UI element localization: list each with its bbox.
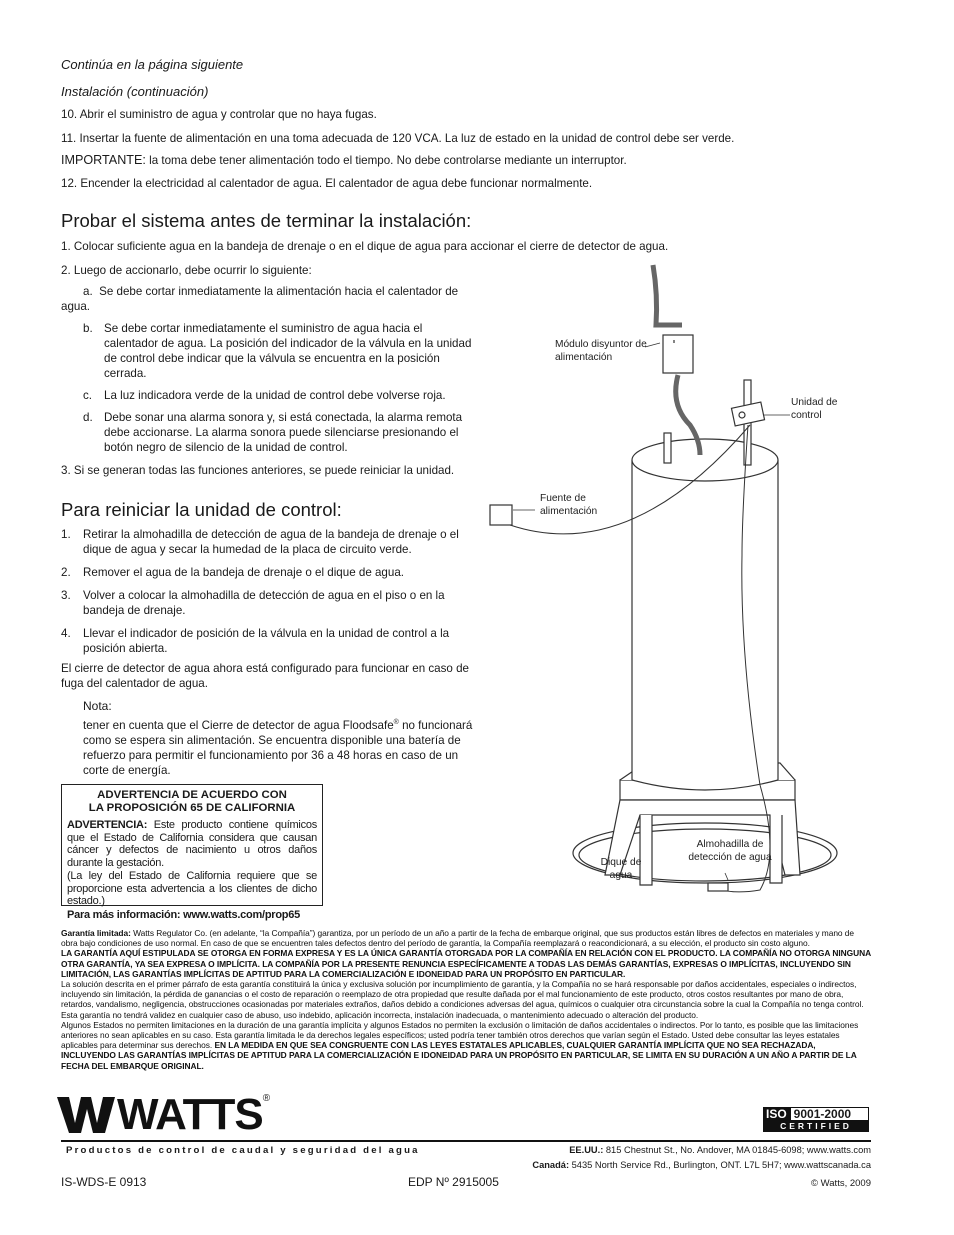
brand-tagline: Productos de control de caudal y seguridad del agua: [66, 1145, 420, 1156]
ca-addr: 5435 North Service Rd., Burlington, ONT. L7L 5H7; www.wattscanada.ca: [569, 1160, 871, 1170]
continued-note: Continúa en la página siguiente: [61, 57, 244, 72]
install-subtitle: Instalación (continuación): [61, 84, 209, 99]
flex-conduit-top: [653, 265, 682, 325]
sub-num: a.: [83, 285, 93, 298]
prop65-more-info: Para más información: www.watts.com/prop65: [67, 908, 300, 921]
label-water-dike: Dique de agua: [600, 857, 642, 881]
prop65-warn-text: Este producto contiene químicos que el Estado de California considera que causan cáncer y defectos de nacimiento u otros daños durante la gestación.: [67, 819, 317, 869]
test-sub-a: [61, 284, 473, 314]
important-text: la toma debe tener alimentación todo el tiempo. No debe controlarse mediante un interruptor.: [145, 154, 627, 167]
warranty-p2: LA GARANTÍA AQUÍ ESTIPULADA SE OTORGA EN FORMA EXPRESA Y ES LA ÚNICA GARANTÍA OTORGADA POR LA COMPAÑÍA EN RELACIÓN CON EL PRODUCTO. LA COMPAÑÍA NO OTORGA NINGUNA OTRA GARANTÍA, YA SEA EXPRESA O IMPLÍCITA. LA COMPAÑÍA POR LA PRESENTE RENUNCIA ESPECÍFICAMENTE A TODAS LAS DEMÁS GARANTÍAS, EXPRESAS O IMPLÍCITAS, INCLUYENDO SIN LIMITACIÓN, LAS GARANTÍAS IMPLÍCITAS DE APTITUD PARA LA COMERCIALIZACIÓN E IDONEIDAD PARA UN PROPÓSITO EN PARTICULAR.: [61, 948, 871, 979]
note-text: [83, 715, 473, 778]
us-label: EE.UU.:: [569, 1145, 604, 1155]
test-sub-b: [61, 321, 473, 381]
important-label: IMPORTANTE:: [61, 153, 146, 167]
test-step-1: 1. Colocar suficiente agua en la bandeja de drenaje o en el dique de agua para accionar el cierre de detector de agua.: [61, 240, 669, 253]
copyright: © Watts, 2009: [811, 1178, 871, 1189]
prop65-law: (La ley del Estado de California requiere que se proporcione esta advertencia a los clientes de dicho estado.): [67, 870, 317, 907]
logo-text: WATTS: [117, 1090, 263, 1139]
ca-address: [420, 1160, 871, 1170]
ca-label: Canadá:: [532, 1160, 570, 1170]
install-step-11: 11. Insertar la fuente de alimentación en una toma adecuada de 120 VCA. La luz de estado en la unidad de control debe ser verde.: [61, 132, 735, 145]
install-step-10: 10. Abrir el suministro de agua y controlar que no haya fugas.: [61, 108, 377, 121]
warranty-p4-bold: EN LA MEDIDA EN QUE SEA CONGRUENTE CON LAS LEYES ESTATALES APLICABLES, CUALQUIER GARANTÍA IMPLÍCITA QUE NO SEA RECHAZADA, INCLUYENDO LAS GARANTÍAS IMPLÍCITAS DE APTITUD PARA LA COMERCIALIZACIÓN E IDONEIDAD PARA UN PROPÓSITO EN PARTICULAR, SE LIMITA EN SU DURACIÓN A UN AÑO A PARTIR DE LA FECHA DEL EMBARQUE ORIGINAL.: [61, 1040, 857, 1071]
step-text: Remover el agua de la bandeja de drenaje o el dique de agua.: [83, 566, 405, 579]
registered-mark: ®: [393, 719, 399, 726]
step-text: Volver a colocar la almohadilla de detección de agua en el piso o en la bandeja de drenaje.: [83, 589, 445, 617]
reset-step-2: [61, 565, 469, 580]
test-sub-d: [61, 410, 473, 455]
prop65-warning-box: [61, 784, 323, 921]
reset-step-4: [61, 626, 469, 656]
sub-text: Se debe cortar inmediatamente la alimentación hacia el calentador de agua.: [61, 285, 459, 313]
logo-registered-mark: ®: [262, 1093, 271, 1104]
prop65-title: [62, 789, 322, 815]
reset-step-1: [61, 527, 469, 557]
test-step-2: 2. Luego de accionarlo, debe ocurrir lo siguiente:: [61, 264, 312, 277]
watts-chevron-icon: [57, 1095, 117, 1135]
us-address: [420, 1145, 871, 1155]
reset-configured: El cierre de detector de agua ahora está configurado para funcionar en caso de fuga del calentador de agua.: [61, 662, 469, 690]
label-breaker-module: Módulo disyuntor de alimentación: [555, 339, 647, 363]
iso-certified: CERTIFIED: [763, 1121, 869, 1132]
doc-id: IS-WDS-E 0913: [61, 1175, 147, 1189]
prop65-title-line-1: ADVERTENCIA DE ACUERDO CON: [97, 789, 287, 801]
iso-number: 9001-2000: [790, 1107, 869, 1121]
reset-step-3: [61, 588, 469, 618]
warranty-p1-text: Watts Regulator Co. (en adelante, “la Compañía”) garantiza, por un período de un año a partir de la fecha de embarque original, que sus productos están libres de defectos en materiales y mano de obra bajo condiciones de uso normal. En caso de que se encuentren tales defectos dentro del período de garantía, la Compañía reemplazará o reacondicionará, a su elección, el producto sin costo alguno.: [61, 928, 855, 949]
warranty-p4-text: Algunos Estados no permiten limitaciones en la duración de una garantía implícita y algunos Estados no permiten la exclusión o limitación de daños accidentales o indirectos. Por lo tanto, es posible que las limitaciones anteriores no sean aplicables en su caso. Esta garantía limitada le da derechos legales específicos; usted podría tener también otros derechos que varían según el Estado. Usted debe consultar las leyes estatales aplicables para determinar sus derechos.: [61, 1019, 859, 1051]
detection-pad: [708, 883, 728, 891]
edp-number: EDP Nº 2915005: [408, 1175, 499, 1189]
step-text: Llevar el indicador de posición de la válvula en la unidad de control a la posición abierta.: [83, 627, 450, 655]
pipe-left: [664, 433, 671, 463]
limited-warranty: [61, 928, 871, 1071]
sub-num: d.: [83, 411, 93, 424]
step-num: 2.: [61, 566, 71, 579]
reset-steps: [61, 527, 469, 656]
breaker-module: [663, 335, 693, 373]
warranty-p4: [61, 1020, 871, 1071]
label-power-supply: Fuente de alimentación: [540, 493, 598, 517]
water-heater-diagram: [480, 255, 875, 905]
install-step-12: 12. Encender la electricidad al calentador de agua. El calentador de agua debe funcionar normalmente.: [61, 177, 593, 190]
sub-text: Debe sonar una alarma sonora y, si está conectada, la alarma remota debe accionarse. La alarma sonora puede silenciarse presionando el botón negro de silencio de la unidad de control.: [104, 411, 463, 454]
iso-label: ISO: [763, 1107, 790, 1121]
test-sublist: [61, 284, 473, 455]
prop65-body: [62, 815, 322, 869]
prop65-title-line-2: LA PROPOSICIÓN 65 DE CALIFORNIA: [88, 802, 296, 814]
test-heading: Probar el sistema antes de terminar la instalación:: [61, 210, 472, 231]
step-num: 3.: [61, 589, 71, 602]
footer-rule: [61, 1140, 871, 1142]
sub-text: Se debe cortar inmediatamente el suministro de agua hacia el calentador de agua. La posición del indicador de la válvula en la unidad de control debe indicar que la válvula se encuentra en la posición cerrada.: [104, 322, 472, 380]
power-supply: [490, 505, 512, 525]
us-addr: 815 Chestnut St., No. Andover, MA 01845-6098; www.watts.com: [603, 1145, 871, 1155]
water-heater-tank: [632, 439, 778, 790]
step-num: 1.: [61, 528, 71, 541]
control-unit: [731, 402, 764, 426]
note-text-1: tener en cuenta que el Cierre de detector de agua Floodsafe: [83, 718, 394, 732]
sub-text: La luz indicadora verde de la unidad de control debe volverse roja.: [104, 389, 446, 402]
test-step-3: 3. Si se generan todas las funciones anteriores, se puede reiniciar la unidad.: [61, 464, 455, 477]
label-detection-pad: Almohadilla de detección de agua: [688, 839, 772, 863]
prop65-warn-label: ADVERTENCIA:: [67, 819, 148, 831]
reset-heading: Para reiniciar la unidad de control:: [61, 499, 342, 520]
note-text-2: no funcionará como se espera sin alimentación. Se encuentra disponible una batería de refuerzo para permitir el funcionamiento por 36 a 48 horas en caso de un corte de energía.: [83, 718, 473, 777]
test-sub-c: [61, 388, 473, 403]
step-num: 4.: [61, 627, 71, 640]
warranty-p1: [61, 928, 871, 948]
step-text: Retirar la almohadilla de detección de agua de la bandeja de drenaje o el dique de agua y secar la humedad de la placa de circuito verde.: [83, 528, 459, 556]
important-note: [61, 153, 627, 168]
label-control-unit: Unidad de control: [791, 397, 838, 421]
sub-num: c.: [83, 389, 93, 402]
iso-badge: [763, 1107, 869, 1132]
warranty-label: Garantía limitada:: [61, 928, 131, 938]
warranty-p3: La solución descrita en el primer párrafo de esta garantía constituirá la única y exclusiva solución por incumplimiento de garantía, y la Compañía no se hará responsable por daños accidentales, especiales o indirectos, incluyendo sin limitación, la pérdida de ganancias o el costo de reparación o reemplazo de otra propiedad que resulte dañada por el mal funcionamiento de este producto, otros costos resultantes por mano de obra, retardos, vandalismo, negligencia, obstrucciones ocasionadas por materiales extraños, daños debido a condiciones adversas del agua, químicos o cualquier otra circunstancia sobre la cual la Compañía no tenga control. Esta garantía no tendrá validez en cualquier caso de abuso, uso indebido, aplicación incorrecta, instalación inadecuada, o mantenimiento adecuado o alteración del producto.: [61, 979, 864, 1020]
note-label: Nota:: [83, 699, 112, 713]
sub-num: b.: [83, 322, 93, 335]
watts-logo: [57, 1090, 271, 1139]
